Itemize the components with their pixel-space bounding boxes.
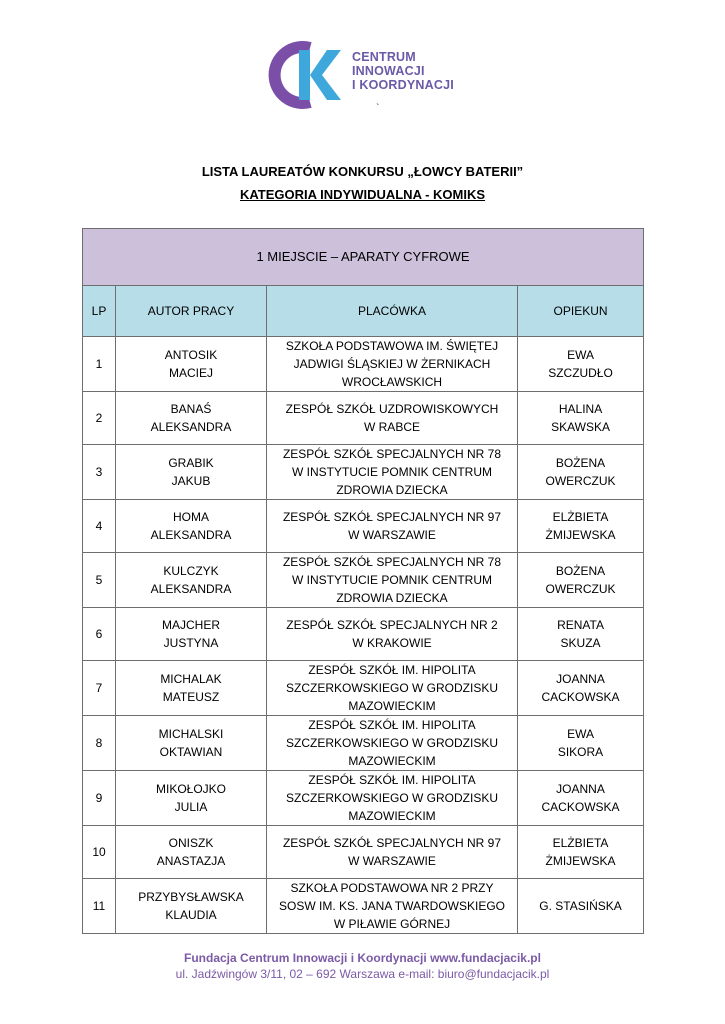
table-row: [83, 716, 644, 771]
cell-school: [267, 771, 518, 826]
cell-author-line: ALEKSANDRA: [150, 528, 232, 542]
cell-author-line: MATEUSZ: [162, 690, 220, 704]
cell-tutor: [518, 879, 644, 934]
cell-school-line: W WARSZAWIE: [348, 528, 436, 542]
cell-lp: 5: [83, 553, 116, 608]
cell-tutor-line: OWERCZUK: [545, 582, 616, 596]
document-subtitle: KATEGORIA INDYWIDUALNA - KOMIKS: [239, 187, 486, 202]
footer-address: ul. Jadźwingów 3/11, 02 – 692 Warszawa e-mail: biuro@fundacjacik.pl: [175, 967, 550, 981]
cell-school-line: ZESPÓŁ SZKÓŁ IM. HIPOLITA: [308, 718, 476, 732]
cell-author-line: PRZYBYSŁAWSKA: [138, 890, 244, 904]
cell-tutor: [518, 608, 644, 661]
cell-author-line: KLAUDIA: [165, 908, 217, 922]
cell-author-line: BANAŚ: [170, 402, 212, 416]
stray-mark: `: [376, 103, 380, 114]
cell-author: [116, 392, 267, 445]
cell-school-line: ZESPÓŁ SZKÓŁ UZDROWISKOWYCH: [285, 402, 499, 416]
cell-tutor: [518, 445, 644, 500]
cell-school: [267, 392, 518, 445]
cell-school-line: SZCZERKOWSKIEGO W GRODZISKU: [285, 681, 498, 695]
cell-author-line: JAKUB: [171, 474, 211, 488]
cell-tutor-line: EWA: [567, 727, 594, 741]
cell-school-line: SZKOŁA PODSTAWOWA IM. ŚWIĘTEJ: [285, 339, 499, 353]
cell-author-line: JULIA: [174, 800, 208, 814]
table-row: [83, 879, 644, 934]
cell-lp: 7: [83, 661, 116, 716]
cell-tutor-line: SKUZA: [560, 636, 601, 650]
cell-author-line: ALEKSANDRA: [150, 420, 232, 434]
cell-tutor: [518, 392, 644, 445]
cell-school: [267, 608, 518, 661]
table-row: [83, 445, 644, 500]
cell-lp: 8: [83, 716, 116, 771]
cell-tutor-line: CACKOWSKA: [541, 690, 620, 704]
cell-school-line: SZCZERKOWSKIEGO W GRODZISKU: [285, 736, 498, 750]
cell-tutor-line: ELŻBIETA: [552, 510, 609, 524]
cell-author-line: MICHALAK: [160, 672, 222, 686]
logo-line-2: INNOWACJI: [352, 64, 425, 78]
logo-line-3: I KOORDYNACJI: [352, 78, 454, 92]
cell-school-line: MAZOWIECKIM: [348, 754, 436, 768]
table-row: [83, 553, 644, 608]
laureates-table: [82, 228, 644, 934]
cell-school: [267, 337, 518, 392]
cell-author-line: OKTAWIAN: [159, 745, 223, 759]
cell-school: [267, 553, 518, 608]
cell-tutor-line: ŻMIJEWSKA: [545, 528, 616, 542]
cell-school: [267, 879, 518, 934]
cell-tutor: [518, 771, 644, 826]
cell-lp: 9: [83, 771, 116, 826]
cell-school-line: W RABCE: [363, 420, 420, 434]
table-row: [83, 771, 644, 826]
cell-tutor-line: CACKOWSKA: [541, 800, 620, 814]
cell-author: [116, 337, 267, 392]
cell-tutor: [518, 826, 644, 879]
cell-school: [267, 826, 518, 879]
footer-org: Fundacja Centrum Innowacji i Koordynacji: [184, 951, 427, 965]
cell-school: [267, 445, 518, 500]
cell-lp: 4: [83, 500, 116, 553]
table-row: [83, 392, 644, 445]
table-row: [83, 500, 644, 553]
cell-tutor-line: ŻMIJEWSKA: [545, 854, 616, 868]
footer-url[interactable]: www.fundacjacik.pl: [430, 951, 541, 965]
logo-text: [352, 50, 454, 92]
cell-school-line: SOSW IM. KS. JANA TWARDOWSKIEGO: [278, 899, 506, 913]
cell-lp: 1: [83, 337, 116, 392]
cell-author-line: MICHALSKI: [158, 727, 224, 741]
cell-school-line: WROCŁAWSKICH: [341, 375, 443, 389]
cell-lp: 6: [83, 608, 116, 661]
cell-school: [267, 661, 518, 716]
cell-school: [267, 500, 518, 553]
cell-tutor-line: BOŻENA: [555, 564, 606, 578]
logo-line-1: CENTRUM: [352, 50, 416, 64]
category-cell: 1 MIEJSCIE – APARATY CYFROWE: [83, 229, 644, 286]
cell-tutor-line: EWA: [567, 348, 594, 362]
cell-lp: 10: [83, 826, 116, 879]
cell-author: [116, 879, 267, 934]
cell-author: [116, 661, 267, 716]
cell-author-line: HOMA: [173, 510, 209, 524]
cell-tutor-line: ELŻBIETA: [552, 836, 609, 850]
header-school: PLACÓWKA: [267, 286, 518, 337]
cell-school-line: W INSTYTUCIE POMNIK CENTRUM: [292, 465, 492, 479]
cell-school-line: ZDROWIA DZIECKA: [336, 483, 448, 497]
cell-school-line: SZKOŁA PODSTAWOWA NR 2 PRZY: [290, 881, 494, 895]
cell-author: [116, 445, 267, 500]
cell-author-line: ANTOSIK: [164, 348, 218, 362]
cell-school-line: ZESPÓŁ SZKÓŁ SPECJALNYCH NR 78: [282, 447, 502, 461]
cell-school-line: W KRAKOWIE: [352, 636, 432, 650]
cell-school-line: W PIŁAWIE GÓRNEJ: [333, 917, 451, 931]
cell-school-line: ZESPÓŁ SZKÓŁ SPECJALNYCH NR 2: [286, 618, 498, 632]
table-row: [83, 661, 644, 716]
cell-tutor: [518, 337, 644, 392]
cell-author: [116, 826, 267, 879]
cell-school-line: ZESPÓŁ SZKÓŁ SPECJALNYCH NR 97: [282, 510, 502, 524]
header-tutor: OPIEKUN: [518, 286, 644, 337]
cell-tutor-line: JOANNA: [556, 672, 605, 686]
cell-school-line: W WARSZAWIE: [348, 854, 436, 868]
cell-lp: 3: [83, 445, 116, 500]
cell-school-line: W INSTYTUCIE POMNIK CENTRUM: [292, 573, 492, 587]
cell-tutor: [518, 553, 644, 608]
cell-tutor: [518, 500, 644, 553]
cell-author: [116, 553, 267, 608]
cell-tutor-line: HALINA: [558, 402, 603, 416]
cell-lp: 11: [83, 879, 116, 934]
cell-school: [267, 716, 518, 771]
cell-author-line: MAJCHER: [161, 618, 220, 632]
cell-school-line: ZDROWIA DZIECKA: [336, 591, 448, 605]
cell-school-line: ZESPÓŁ SZKÓŁ IM. HIPOLITA: [308, 773, 476, 787]
table-row: [83, 337, 644, 392]
cik-logo-mark-icon: [265, 40, 345, 110]
header-lp: LP: [83, 286, 116, 337]
cell-tutor-line: SIKORA: [557, 745, 604, 759]
cell-author: [116, 716, 267, 771]
category-row: [83, 229, 644, 286]
cell-tutor-line: JOANNA: [556, 782, 605, 796]
cell-author-line: MIKOŁOJKO: [155, 782, 226, 796]
cell-school-line: MAZOWIECKIM: [348, 699, 436, 713]
table-row: [83, 608, 644, 661]
cell-lp: 2: [83, 392, 116, 445]
cell-author: [116, 500, 267, 553]
table-body: [83, 337, 644, 934]
cell-author-line: MACIEJ: [168, 366, 213, 380]
cell-school-line: MAZOWIECKIM: [348, 809, 436, 823]
table-row: [83, 826, 644, 879]
cell-tutor-line: SKAWSKA: [551, 420, 610, 434]
footer-org-line: [0, 951, 725, 965]
cell-tutor-line: G. STASIŃSKA: [539, 899, 622, 913]
cell-tutor: [518, 716, 644, 771]
header-author: AUTOR PRACY: [116, 286, 267, 337]
cell-author-line: KULCZYK: [163, 564, 219, 578]
cell-school-line: ZESPÓŁ SZKÓŁ SPECJALNYCH NR 97: [282, 836, 502, 850]
cell-author-line: JUSTYNA: [163, 636, 219, 650]
cell-author-line: ANASTAZJA: [156, 854, 226, 868]
cell-tutor: [518, 661, 644, 716]
cell-tutor-line: RENATA: [557, 618, 604, 632]
cell-tutor-line: BOŻENA: [555, 456, 606, 470]
cell-tutor-line: SZCZUDŁO: [548, 366, 613, 380]
cell-author-line: ONISZK: [168, 836, 214, 850]
cell-author-line: GRABIK: [168, 456, 214, 470]
cell-tutor-line: OWERCZUK: [545, 474, 616, 488]
header-row: [83, 286, 644, 337]
cik-logo: [265, 40, 465, 110]
document-title: LISTA LAUREATÓW KONKURSU „ŁOWCY BATERII”: [201, 164, 524, 179]
cell-author: [116, 771, 267, 826]
cell-school-line: JADWIGI ŚLĄSKIEJ W ŻERNIKACH: [293, 357, 491, 371]
cell-school-line: ZESPÓŁ SZKÓŁ SPECJALNYCH NR 78: [282, 555, 502, 569]
cell-school-line: SZCZERKOWSKIEGO W GRODZISKU: [285, 791, 498, 805]
cell-school-line: ZESPÓŁ SZKÓŁ IM. HIPOLITA: [308, 663, 476, 677]
cell-author-line: ALEKSANDRA: [150, 582, 232, 596]
cell-author: [116, 608, 267, 661]
